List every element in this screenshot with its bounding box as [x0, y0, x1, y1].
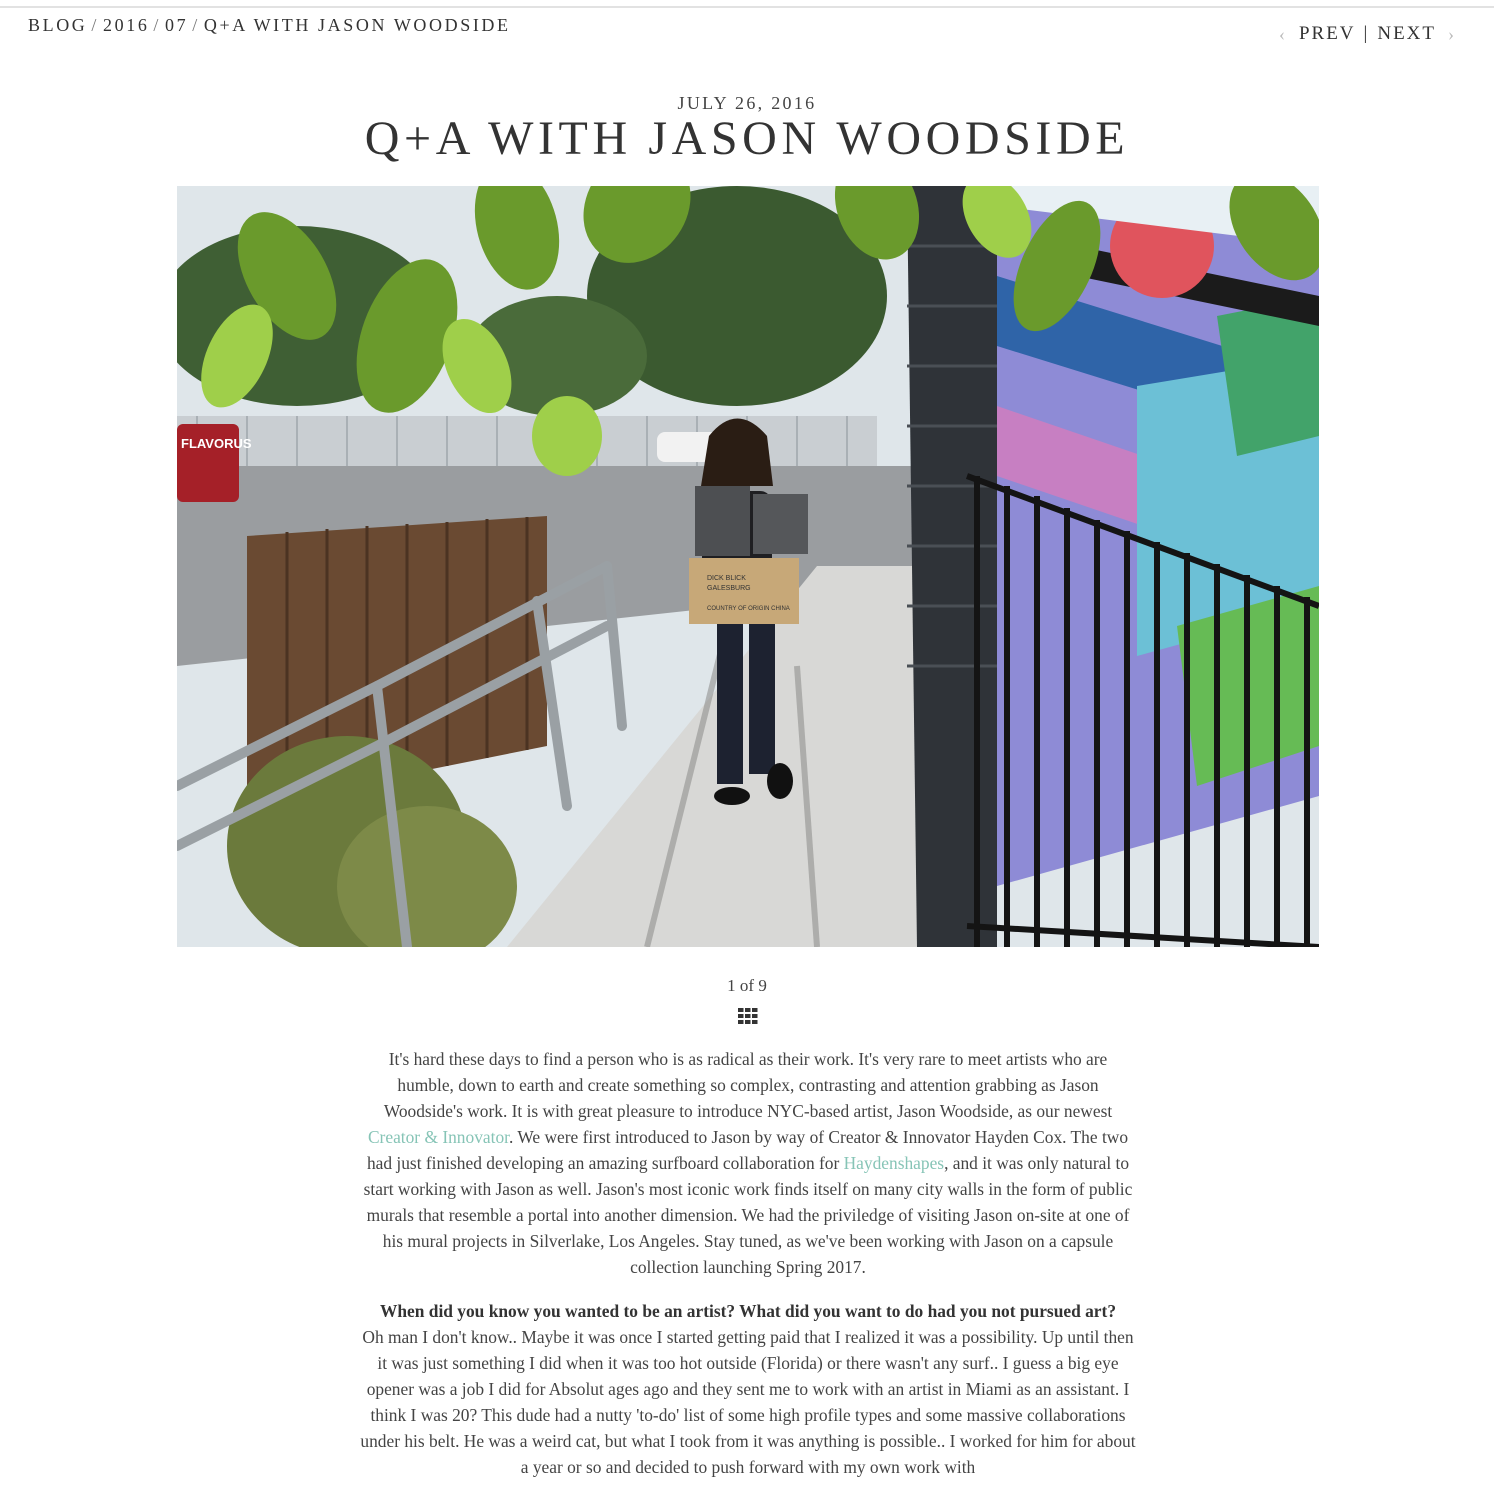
chevron-left-icon[interactable]: ‹ [1278, 23, 1287, 44]
pager-divider: | [1363, 23, 1370, 44]
gallery-photo[interactable] [177, 186, 1319, 947]
post-title: Q+A WITH JASON WOODSIDE [364, 112, 1130, 165]
interview-answer: Oh man I don't know.. Maybe it was once I started getting paid that I realized it was a possibility. Up until then it was just something I did when it was too hot outside (Florida) or there wasn't any surf.. I guess a big eye opener was a job I did for Absolut ages ago and they sent me to work with an artist in Miami as an assistant. I think I was 20? This dude had a nutty 'to-do' list of some high profile types and some massive collaborations under his belt. He was a weird cat, but what I took from it was anything is possible.. I worked for him for about a year or so and decided to push forward with my own work with [360, 1327, 1136, 1477]
intro-text-1: It's hard these days to find a person who is as radical as their work. It's very rare to meet artists who are humble, down to earth and create something so complex, contrasting and attention grabbing as Jason Woodside's work. It is with great pleasure to introduce NYC-based artist, Jason Woodside, as our newest [383, 1049, 1113, 1121]
breadcrumb-separator: / [91, 15, 100, 35]
breadcrumb-separator: / [153, 15, 162, 35]
article-body [360, 1046, 1136, 1480]
van-sign-text: FLAVORUS [181, 436, 252, 451]
box-label-1: DICK BLICK [707, 575, 746, 582]
breadcrumb [28, 15, 511, 36]
box-label-3: COUNTRY OF ORIGIN CHINA [707, 606, 790, 612]
breadcrumb-month-link[interactable]: 07 [165, 15, 189, 35]
haydenshapes-link[interactable]: Haydenshapes [843, 1153, 945, 1173]
intro-text-2: . We were first introduced to Jason by way of Creator & Innovator Hayden Cox. The two had just finished developing an amazing surfboard collaboration for [366, 1127, 1129, 1173]
grid-icon[interactable] [738, 1008, 758, 1024]
post-pager [1267, 23, 1468, 45]
top-divider [0, 6, 1494, 8]
breadcrumb-year-link[interactable]: 2016 [103, 15, 150, 35]
box-label-2: GALESBURG [707, 585, 751, 592]
next-post-link[interactable]: NEXT [1377, 23, 1436, 44]
interview-question: When did you know you wanted to be an artist? What did you want to do had you not pursued art? [379, 1301, 1117, 1321]
intro-text-3: , and it was only natural to start working with Jason as well. Jason's most iconic work finds itself on many city walls in the form of public murals that resemble a portal into another dimension. We had the priviledge of visiting Jason on-site at one of his mural projects in Silverlake, Los Angeles. Stay tuned, as we've been working with Jason on a capsule collection launching Spring 2017. [363, 1153, 1133, 1277]
post-date: JULY 26, 2016 [677, 93, 817, 113]
photo-illustration [177, 186, 1319, 947]
gallery-counter: 1 of 9 [727, 976, 767, 995]
chevron-right-icon[interactable]: › [1448, 23, 1456, 44]
breadcrumb-current-page: Q+A WITH JASON WOODSIDE [203, 15, 511, 35]
breadcrumb-blog-link[interactable]: BLOG [28, 15, 88, 35]
creator-innovator-link[interactable]: Creator & Innovator [367, 1127, 509, 1147]
breadcrumb-separator: / [192, 15, 200, 35]
prev-post-link[interactable]: PREV [1298, 23, 1356, 44]
intro-paragraph [360, 1046, 1136, 1280]
